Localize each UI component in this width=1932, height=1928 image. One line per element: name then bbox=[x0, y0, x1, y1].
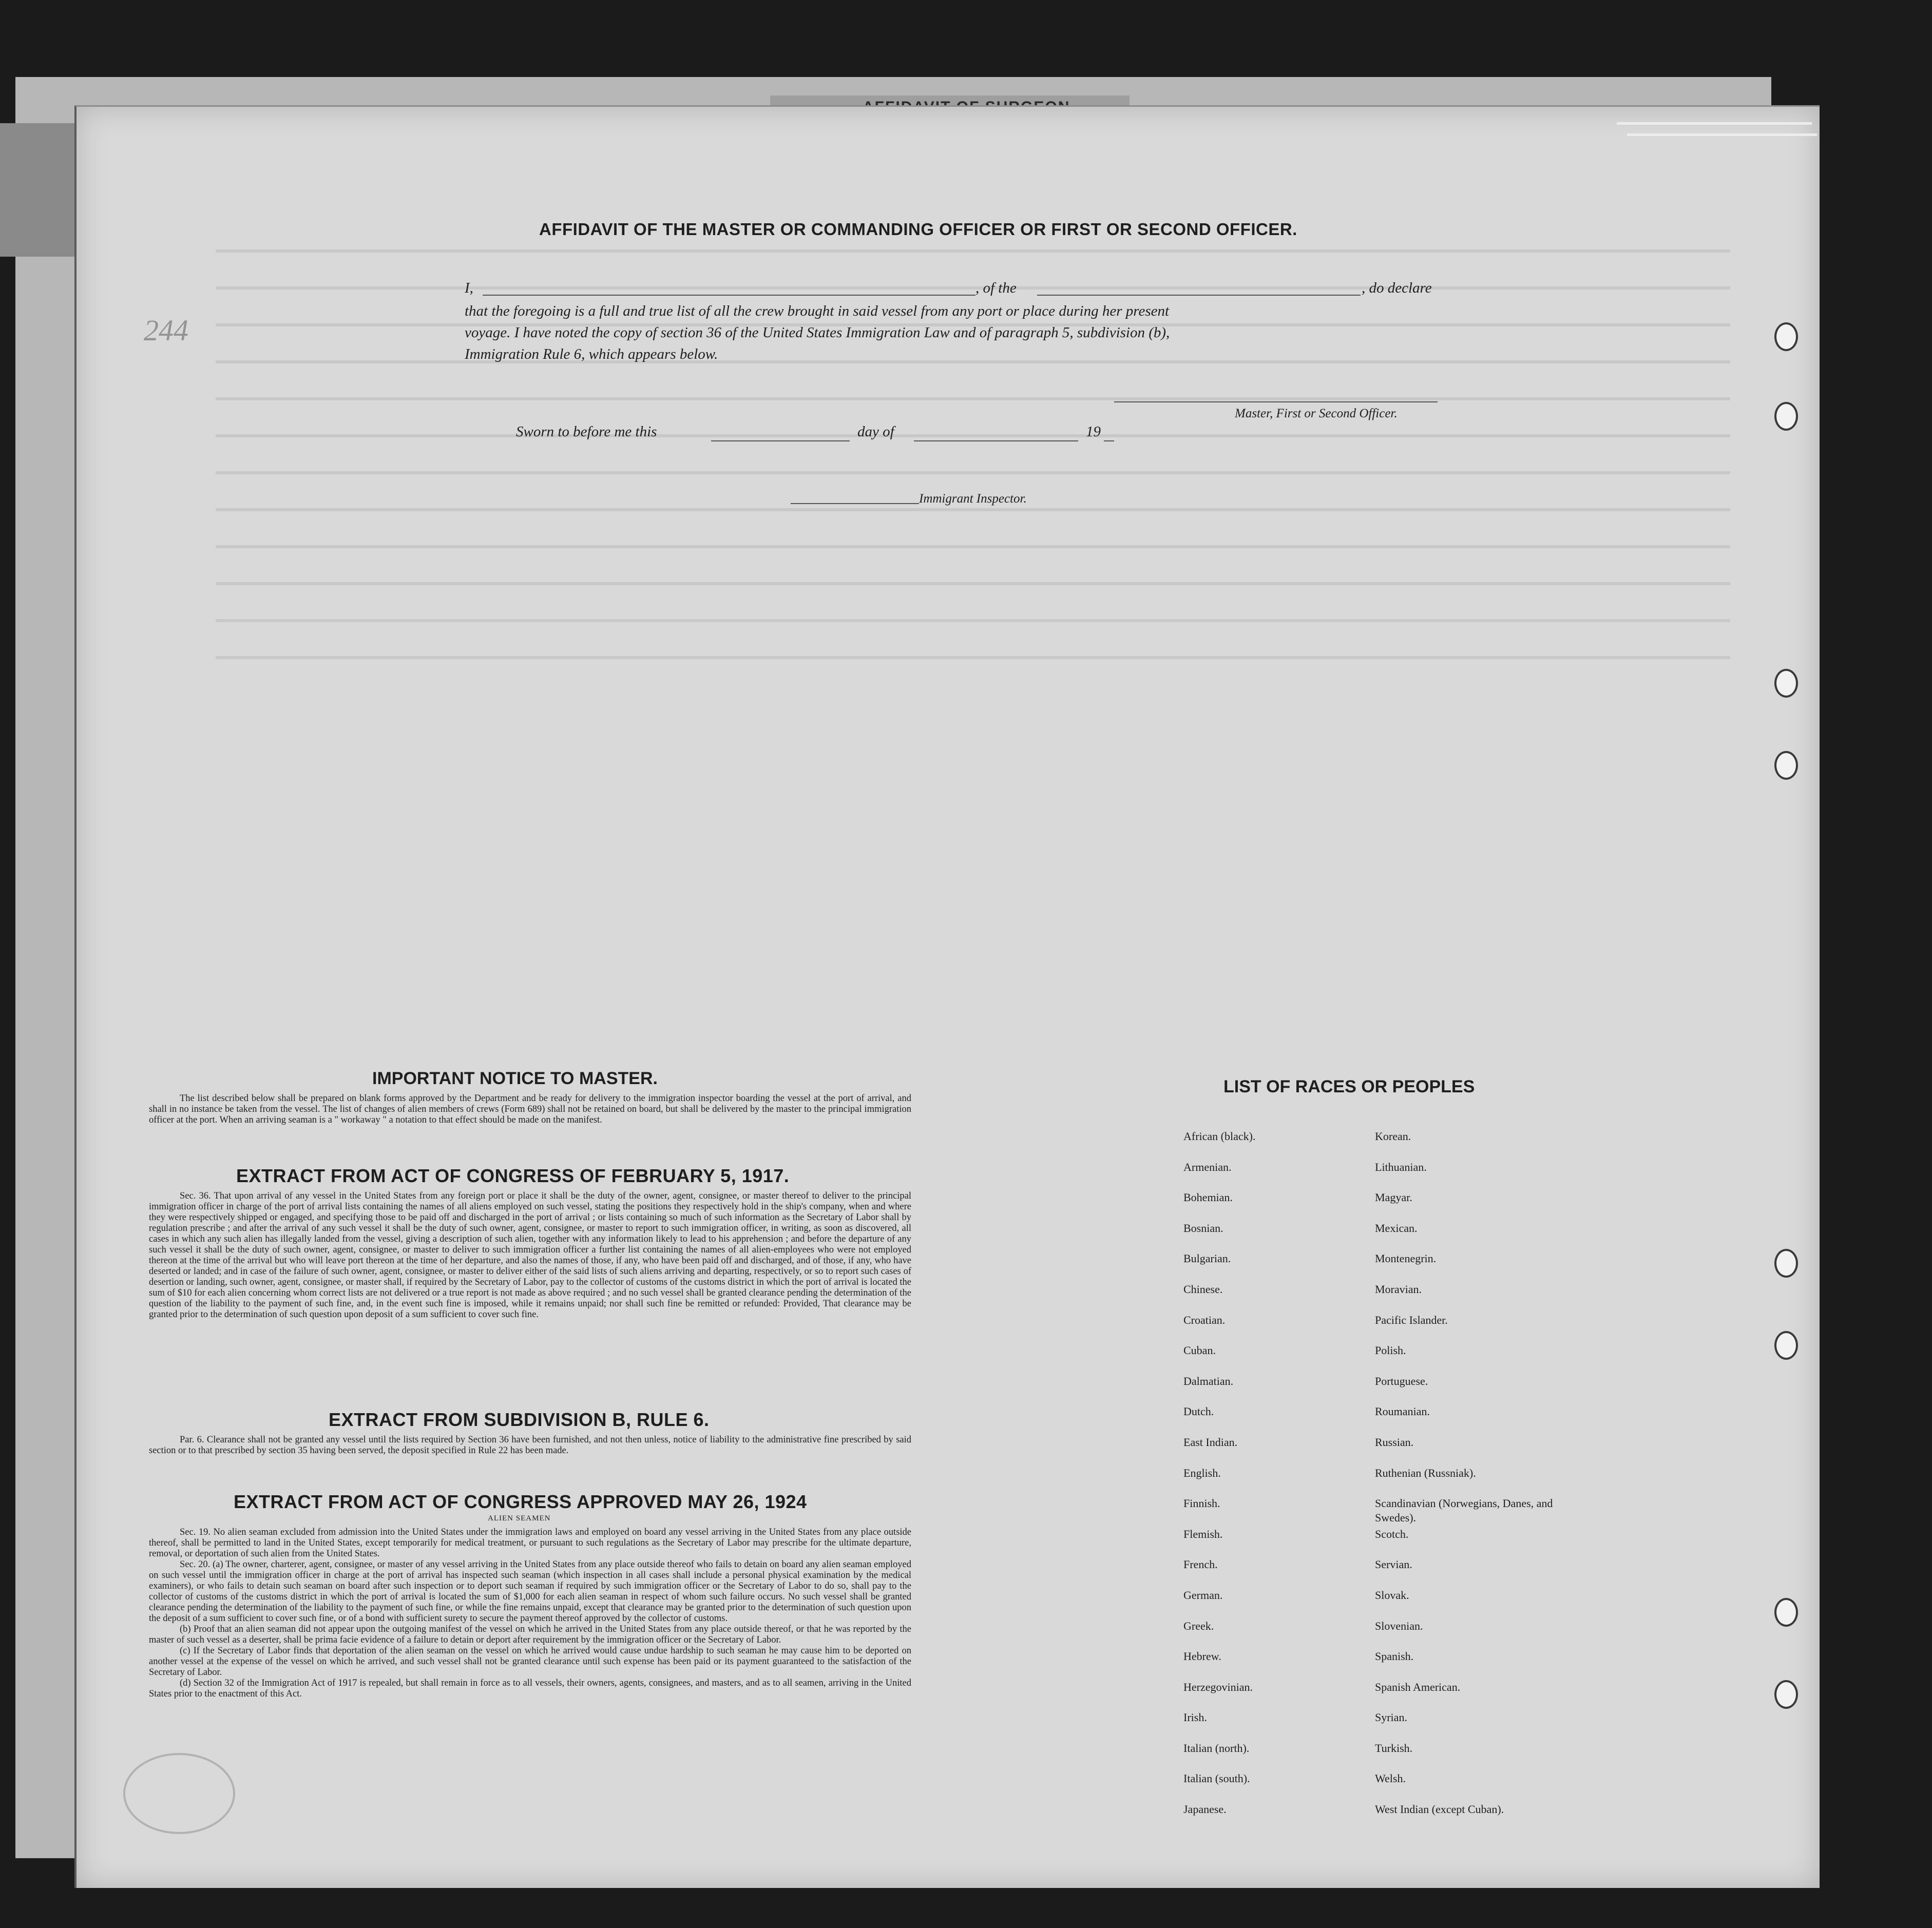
extract-1917-body: Sec. 36. That upon arrival of any vessel in the United States from any foreign port or place it shall be the duty of the owner, agent, consignee, or master thereof to deliver to the principal immigration officer in charge of the port of arrival lists containing the names of all aliens employed on such vessel, stating the positions they respectively hold in the ship's company, when and where they were respectively shipped or engaged, and specifying those to be paid off and discharged in the port of arrival ; or lists containing so much of such information as the Secretary of Labor shall by regulation prescribe ; and after the arrival of any such vessel it shall be the duty of such owner, agent, consignee, or master to report to such immigration officer, in writing, as soon as discovered, all cases in which any such alien has illegally landed from the vessel, giving a description of such alien, together with any information likely to lead to his apprehension ; and before the departure of any such vessel it shall be the duty of such owner, agent, consignee, or master to deliver to such immigration officer a further list containing the names of all alien-employees who were not employed thereon at the time of the arrival but who will leave port thereon at the time of her departure, and also the names of those, if any, who have been paid off and discharged, and of those, if any, who have deserted or landed; and in case of the failure of such owner, agent, consignee, or master to deliver either of the said lists of such aliens arriving and departing, respectively, or so to report such cases of desertion or landing, such owner, agent, consignee, or master shall, if required by the Secretary of Labor, pay to the collector of customs of the customs district in which the port of arrival is located the sum of $10 for each alien concerning whom correct lists are not delivered or a true report is not made as above required ; and no such vessel shall be granted clearance pending the determination of the question of the liability to the payment of such fine, and, in the event such fine is imposed, while it remains unpaid; nor shall such fine be remitted or refunded: Provided, That clearance may be granted prior to the determination of such question upon deposit of a sum sufficient to cover such fine. bbox=[149, 1191, 911, 1320]
declaration-line: Immigration Rule 6, which appears below. bbox=[465, 346, 718, 362]
race-item: East Indian. bbox=[1183, 1435, 1238, 1449]
race-item: Russian. bbox=[1375, 1435, 1414, 1449]
race-item: Bohemian. bbox=[1183, 1191, 1233, 1204]
binder-hole bbox=[1774, 751, 1798, 780]
race-item: Lithuanian. bbox=[1375, 1160, 1427, 1173]
race-item: Montenegrin. bbox=[1375, 1252, 1437, 1265]
sworn-month-field[interactable] bbox=[914, 440, 1078, 441]
race-item: Pacific Islander. bbox=[1375, 1313, 1448, 1326]
race-item: African (black). bbox=[1183, 1130, 1256, 1143]
sworn-day-field[interactable] bbox=[711, 440, 850, 441]
year-prefix: 19 bbox=[1086, 423, 1101, 440]
race-item: Dalmatian. bbox=[1183, 1374, 1234, 1387]
race-item: Scotch. bbox=[1375, 1527, 1409, 1540]
name-field[interactable] bbox=[483, 295, 975, 296]
race-item: French. bbox=[1183, 1558, 1218, 1571]
officer-signature-field[interactable] bbox=[1114, 401, 1438, 402]
binder-hole bbox=[1774, 669, 1798, 698]
i-label: I, bbox=[465, 280, 473, 296]
page-edge bbox=[1627, 133, 1817, 136]
extract-1924-body bbox=[149, 1527, 911, 1700]
races-left-column bbox=[1183, 1129, 1363, 1833]
race-item: West Indian (except Cuban). bbox=[1375, 1803, 1504, 1816]
faint-stamp bbox=[123, 1753, 235, 1834]
race-item: Moravian. bbox=[1375, 1282, 1422, 1296]
race-item: Slovak. bbox=[1375, 1588, 1409, 1602]
race-item: Dutch. bbox=[1183, 1405, 1214, 1418]
race-item: Polish. bbox=[1375, 1344, 1406, 1357]
extract-1924-paragraph: (d) Section 32 of the Immigration Act of 1917 is repealed, but shall remain in force as to all vessels, their owners, agents, consignees, and masters, and as to all seamen, arriving in the United States prior to the enactment of this Act. bbox=[149, 1678, 911, 1699]
extract-1924-paragraph: (c) If the Secretary of Labor finds that deportation of the alien seaman on the vessel on which he arrived would cause undue hardship to such seaman he may cause him to be deported on another vessel at the expense of the vessel on which he arrived, and such vessel shall not be granted clearance until such expense has been paid or its payment guaranteed to the satisfaction of the Secretary of Labor. bbox=[149, 1646, 911, 1678]
extract-1917-title: EXTRACT FROM ACT OF CONGRESS OF FEBRUARY 5, 1917. bbox=[236, 1165, 790, 1186]
race-item: Syrian. bbox=[1375, 1711, 1407, 1724]
race-item: Flemish. bbox=[1183, 1527, 1223, 1540]
race-item: Japanese. bbox=[1183, 1803, 1227, 1816]
race-item: Roumanian. bbox=[1375, 1405, 1430, 1418]
binder-hole bbox=[1774, 1331, 1798, 1360]
inspector-label: Immigrant Inspector. bbox=[919, 492, 1027, 506]
extract-1924-paragraph: (b) Proof that an alien seaman did not appear upon the outgoing manifest of the vessel on which he arrived in the United States from any place outside thereof, or that he was reported by the master of such vessel as a deserter, shall be prima facie evidence of a failure to detain or deport after requirement by the immigration officer or the Secretary of Labor. bbox=[149, 1624, 911, 1645]
race-item: Slovenian. bbox=[1375, 1619, 1423, 1632]
binder-hole bbox=[1774, 1598, 1798, 1627]
sworn-year-field[interactable] bbox=[1104, 440, 1114, 441]
extract-1924-paragraph: Sec. 19. No alien seaman excluded from admission into the United States under the immigration laws and employed on board any vessel arriving in the United States from any place outside thereof, shall be permitted to land in the United States, except temporarily for medical treatment, or pursuant to such regulations as the Secretary of Labor may prescribe for the ultimate departure, removal, or deportation of such alien from the United States. bbox=[149, 1527, 911, 1559]
race-item: Bosnian. bbox=[1183, 1221, 1223, 1235]
race-item: Magyar. bbox=[1375, 1191, 1412, 1204]
race-item: Bulgarian. bbox=[1183, 1252, 1231, 1265]
extract-1924-paragraph: Sec. 20. (a) The owner, charterer, agent, consignee, or master of any vessel arriving in the United States from any place outside thereof who fails to detain on board any alien seaman employed on such vessel until the immigration officer in charge at the port of arrival has inspected such seaman (which inspection in all cases shall include a personal physical examination by the medical examiners), or who fails to detain such seaman on board after such inspection or to deport such seaman if required by such immigration officer or the Secretary of Labor to do so, shall pay to the collector of customs of the customs district in which the port of arrival is located the sum of $1,000 for each alien seaman in respect of whom such failure occurs. No such vessel shall be granted clearance pending the determination of the liability to the payment of such fine, or while the fine remains unpaid, except that clearance may be granted prior to the determination of such question upon the deposit of a sum sufficient to cover such fine, or of a bond with sufficient surety to secure the payment thereof approved by the collector of customs. bbox=[149, 1559, 911, 1624]
extract-1924-title: EXTRACT FROM ACT OF CONGRESS APPROVED MAY 26, 1924 bbox=[234, 1491, 807, 1512]
notice-body: The list described below shall be prepared on blank forms approved by the Department and be ready for delivery to the immigration inspector boarding the vessel at the port of arrival, and shall in no instance be taken from the vessel. The list of changes of alien members of crews (Form 689) shall not be retained on board, but shall be delivered by the master to the principal immigration officer at the port. When an arriving seaman is a " workaway " a notation to that effect should be made on the manifest. bbox=[149, 1093, 911, 1125]
officer-signature-label: Master, First or Second Officer. bbox=[1235, 407, 1398, 420]
race-item: Scandinavian (Norwegians, Danes, and Swedes). bbox=[1375, 1497, 1553, 1525]
race-item: Spanish. bbox=[1375, 1650, 1414, 1663]
race-item: Croatian. bbox=[1183, 1313, 1226, 1326]
extract-1924-subtitle: ALIEN SEAMEN bbox=[488, 1514, 551, 1522]
sworn-label: Sworn to before me this bbox=[516, 423, 657, 440]
page-number: 244 bbox=[144, 314, 188, 347]
of-the-label: , of the bbox=[975, 280, 1017, 296]
race-item: Portuguese. bbox=[1375, 1374, 1428, 1387]
race-item: English. bbox=[1183, 1466, 1221, 1479]
race-item: Finnish. bbox=[1183, 1497, 1220, 1510]
affidavit-title: AFFIDAVIT OF THE MASTER OR COMMANDING OFFICER OR FIRST OR SECOND OFFICER. bbox=[539, 220, 1297, 239]
race-item: Mexican. bbox=[1375, 1221, 1418, 1235]
race-item: Chinese. bbox=[1183, 1282, 1223, 1296]
race-item: Armenian. bbox=[1183, 1160, 1232, 1173]
race-item: Greek. bbox=[1183, 1619, 1214, 1632]
races-right-column bbox=[1375, 1129, 1570, 1833]
race-item: German. bbox=[1183, 1588, 1223, 1602]
race-item: Cuban. bbox=[1183, 1344, 1216, 1357]
race-item: Italian (south). bbox=[1183, 1772, 1250, 1785]
race-item: Ruthenian (Russniak). bbox=[1375, 1466, 1476, 1479]
binder-hole bbox=[1774, 1249, 1798, 1278]
race-item: Korean. bbox=[1375, 1130, 1411, 1143]
race-item: Irish. bbox=[1183, 1711, 1207, 1724]
race-item: Turkish. bbox=[1375, 1741, 1413, 1755]
race-item: Spanish American. bbox=[1375, 1680, 1461, 1693]
do-declare-label: , do declare bbox=[1362, 280, 1432, 296]
notice-title: IMPORTANT NOTICE TO MASTER. bbox=[372, 1069, 658, 1088]
race-item: Italian (north). bbox=[1183, 1741, 1250, 1755]
inspector-signature-field[interactable] bbox=[791, 503, 919, 504]
bleed-through-table bbox=[216, 216, 1730, 1063]
day-of-label: day of bbox=[857, 423, 894, 440]
races-title: LIST OF RACES OR PEOPLES bbox=[1223, 1077, 1475, 1096]
binder-hole bbox=[1774, 1680, 1798, 1709]
declaration-line: that the foregoing is a full and true list of all the crew brought in said vessel from any port or place during her present bbox=[465, 303, 1170, 319]
race-item: Herzegovinian. bbox=[1183, 1680, 1253, 1693]
race-item: Welsh. bbox=[1375, 1772, 1406, 1785]
binder-hole bbox=[1774, 322, 1798, 351]
declaration-line: voyage. I have noted the copy of section 36 of the United States Immigration Law and of paragraph 5, subdivision (b), bbox=[465, 324, 1170, 341]
extract-rule6-title: EXTRACT FROM SUBDIVISION B, RULE 6. bbox=[329, 1409, 710, 1430]
vessel-field[interactable] bbox=[1037, 295, 1361, 296]
binder-hole bbox=[1774, 402, 1798, 431]
page-edge bbox=[1617, 122, 1812, 125]
race-item: Hebrew. bbox=[1183, 1650, 1221, 1663]
race-item: Servian. bbox=[1375, 1558, 1412, 1571]
extract-rule6-body: Par. 6. Clearance shall not be granted any vessel until the lists required by Section 36 have been furnished, and not then unless, notice of liability to the administrative fine prescribed by said section or to that prescribed by section 35 having been served, the deposit specified in Rule 22 has been made. bbox=[149, 1435, 911, 1456]
